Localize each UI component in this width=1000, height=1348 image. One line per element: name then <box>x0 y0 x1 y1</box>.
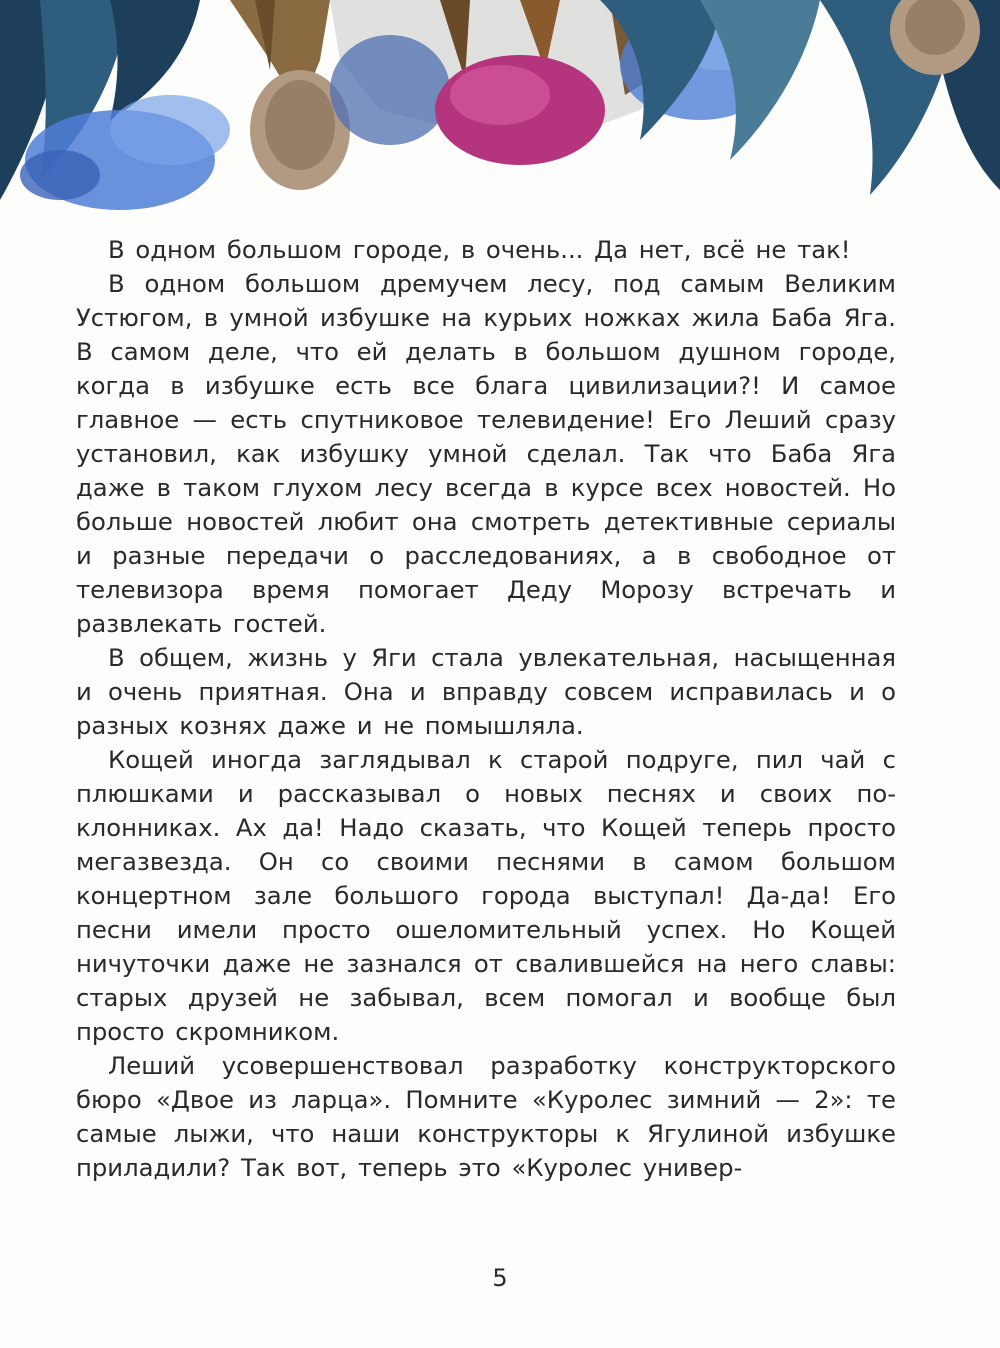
paragraph: В одном большом городе, в очень... Да нет, всё не так! <box>108 235 851 264</box>
paragraph: В одном большом дремучем лесу, под самым Великим Устюгом, в умной избушке на курьих ножках жила Баба Яга. В самом деле, что ей делать в большом душном городе, когда в избушке есть все блага цивилизации?! И самое главное — есть спутниковое телевидение! Его Леший сразу установил, как избушку умной сделал. Так что Баба Яга даже в таком глухом лесу всегда в курсе всех новостей. Но больше новостей любит она смотреть детективные сериалы и разные передачи о расследованиях, а в свободное от телевизора время помогает Деду Морозу встречать и развлекать гостей. <box>76 269 896 638</box>
page-number: 5 <box>492 1264 508 1292</box>
story-text <box>76 233 896 1185</box>
header-illustration <box>0 0 1000 230</box>
paragraph: Кощей иногда заглядывал к старой подруге, пил чай с плюшками и рассказывал о новых песнях и своих поклонниках. Ах да! Надо сказать, что Кощей теперь просто мегазвезда. Он со своими песнями в самом большом концертном зале большого города выступал! Да-да! Его песни имели просто ошеломительный успех. Но Кощей ничуточки даже не зазнался от свалившейся на него славы: старых друзей не забывал, всем помогал и вообще был просто скромником. <box>76 745 896 1046</box>
paragraph: В общем, жизнь у Яги стала увлекательная, насыщенная и очень приятная. Она и вправду совсем исправилась и о разных кознях даже и не помышляла. <box>76 643 896 740</box>
paragraph: Леший усовершенствовал разработку конструкторского бюро «Двое из ларца». Помните «Куролес зимний — 2»: те самые лыжи, что наши конструкторы к Ягулиной избушке приладили? Так вот, теперь это «Куролес универ- <box>76 1051 896 1182</box>
